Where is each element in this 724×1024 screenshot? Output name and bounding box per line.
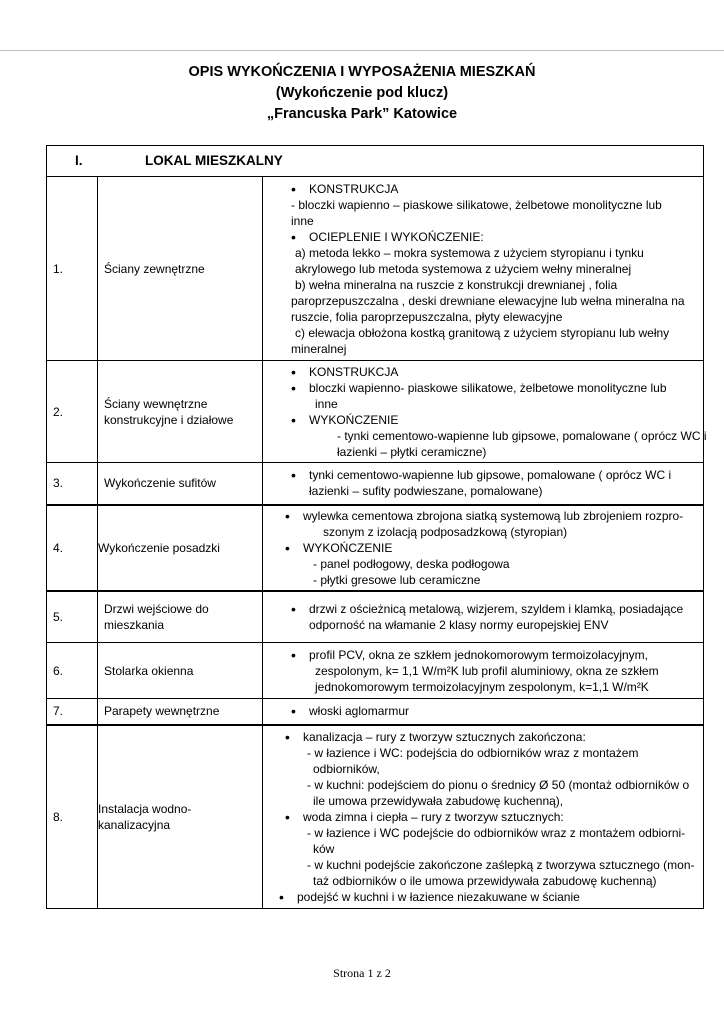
row-description bbox=[263, 643, 704, 699]
bullet-item: • profil PCV, okna ze szkłem jednokomorowym termoizolacyjnym, bbox=[291, 647, 697, 663]
row-name: Wykończenie sufitów bbox=[98, 463, 263, 505]
row-number: 6. bbox=[47, 643, 98, 699]
row-name-line: Ściany wewnętrzne bbox=[104, 396, 208, 411]
row-description bbox=[263, 361, 707, 463]
title-line-1: OPIS WYKOŃCZENIA I WYPOSAŻENIA MIESZKAŃ bbox=[188, 64, 536, 80]
row-description bbox=[263, 463, 704, 505]
bullet-item: • podejść w kuchni i w łazience niezakuwane w ścianie bbox=[279, 889, 697, 905]
bullet-item: • tynki cementowo-wapienne lub gipsowe, pomalowane ( oprócz WC i bbox=[291, 467, 697, 483]
row-number: 2. bbox=[47, 361, 98, 463]
description-line: zespolonym, k= 1,1 W/m²K lub profil aluminiowy, okna ze szkłem bbox=[315, 663, 659, 678]
row-description bbox=[263, 505, 704, 591]
row-name-line: konstrukcyjne i działowe bbox=[104, 412, 234, 427]
description-line: inne bbox=[291, 213, 314, 228]
row-number: 8. bbox=[47, 725, 98, 909]
table-row bbox=[47, 591, 704, 643]
title-line-3: „Francuska Park” Katowice bbox=[266, 106, 458, 122]
row-name-line: Drzwi wejściowe do bbox=[104, 601, 209, 616]
row-description bbox=[263, 699, 704, 725]
description-line: taż odbiorników o ile umowa przewidywała zabudowę kuchenną) bbox=[313, 873, 657, 888]
description-line: łazienki – sufity podwieszane, pomalowane) bbox=[309, 484, 543, 499]
bullet-item: • KONSTRUKCJA bbox=[291, 364, 697, 380]
bullet-item: • drzwi z ościeżnicą metalową, wizjerem, szyldem i klamką, posiadające bbox=[291, 601, 697, 617]
bullet-item: • włoski aglomarmur bbox=[291, 703, 697, 719]
section-header-row bbox=[47, 146, 704, 177]
description-line: - w łazience i WC podejście do odbiorników wraz z montażem odbiorni- bbox=[307, 825, 686, 840]
section-number: I. bbox=[75, 153, 83, 168]
row-name-line: mieszkania bbox=[104, 617, 165, 632]
description-line: odporność na włamanie 2 klasy normy europejskiej ENV bbox=[309, 617, 609, 632]
bullet-item: • woda zimna i ciepła – rury z tworzyw sztucznych: bbox=[285, 809, 697, 825]
bullet-item: • WYKOŃCZENIE bbox=[285, 540, 697, 556]
row-number: 4. bbox=[47, 505, 98, 591]
row-name-line: Instalacja wodno- bbox=[98, 801, 192, 816]
table-row bbox=[47, 643, 704, 699]
row-number: 7. bbox=[47, 699, 98, 725]
description-line: - w kuchni podejście zakończone zaślepką z tworzywa sztucznego (mon- bbox=[307, 857, 695, 872]
bullet-item: • OCIEPLENIE I WYKOŃCZENIE: bbox=[291, 229, 697, 245]
bullet-item: • kanalizacja – rury z tworzyw sztucznych zakończona: bbox=[285, 729, 697, 745]
row-name: Parapety wewnętrzne bbox=[98, 699, 263, 725]
description-line: - panel podłogowy, deska podłogowa bbox=[313, 556, 510, 571]
table-row bbox=[47, 463, 704, 505]
row-name: Wykończenie posadzki bbox=[98, 505, 263, 591]
bullet-item: • WYKOŃCZENIE bbox=[291, 412, 697, 428]
description-line: ruszcie, folia paroprzepuszczalna, płyty elewacyjne bbox=[291, 309, 563, 324]
row-name bbox=[98, 591, 263, 643]
title-line-2: (Wykończenie pod klucz) bbox=[275, 85, 449, 101]
row-description bbox=[263, 591, 704, 643]
table-row bbox=[47, 699, 704, 725]
description-line: odbiorników, bbox=[313, 761, 380, 776]
row-name: Ściany zewnętrzne bbox=[98, 177, 263, 361]
description-line: inne bbox=[315, 396, 338, 411]
description-line: akrylowego lub metoda systemowa z użyciem wełny mineralnej bbox=[295, 261, 632, 276]
description-line: ków bbox=[313, 841, 335, 856]
page-footer: Strona 1 z 2 bbox=[333, 966, 391, 980]
row-name bbox=[98, 361, 263, 463]
description-line: b) wełna mineralna na ruszcie z konstrukcji drewnianej , folia bbox=[295, 277, 618, 292]
section-title: LOKAL MIESZKALNY bbox=[145, 153, 283, 168]
document-title bbox=[0, 62, 724, 125]
row-name-line: kanalizacyjna bbox=[98, 817, 171, 832]
description-line: - w łazience i WC: podejścia do odbiorników wraz z montażem bbox=[307, 745, 639, 760]
row-number: 5. bbox=[47, 591, 98, 643]
description-line: mineralnej bbox=[291, 341, 347, 356]
description-line: - płytki gresowe lub ceramiczne bbox=[313, 572, 481, 587]
description-line: - w kuchni: podejściem do pionu o średnicy Ø 50 (montaż odbiorników o bbox=[307, 777, 690, 792]
table-row bbox=[47, 177, 704, 361]
table-row bbox=[47, 725, 704, 909]
bullet-item: • bloczki wapienno- piaskowe silikatowe, żelbetowe monolityczne lub bbox=[291, 380, 697, 396]
row-number: 3. bbox=[47, 463, 98, 505]
table-row bbox=[47, 505, 704, 591]
bullet-item: • wylewka cementowa zbrojona siatką systemową lub zbrojeniem rozpro- bbox=[285, 508, 697, 524]
description-line: łazienki – płytki ceramiczne) bbox=[337, 444, 487, 459]
table-row bbox=[47, 361, 704, 463]
row-name bbox=[98, 725, 263, 909]
description-line: jednokomorowym termoizolacyjnym zespolonym, k=1,1 W/m²K bbox=[315, 679, 649, 694]
description-line: - bloczki wapienno – piaskowe silikatowe, żelbetowe monolityczne lub bbox=[291, 197, 662, 212]
row-description bbox=[263, 725, 704, 909]
specification-table bbox=[46, 145, 707, 909]
page-top-rule bbox=[0, 50, 724, 51]
description-line: paroprzepuszczalna , deski drewniane elewacyjne lub wełna mineralna na bbox=[291, 293, 685, 308]
row-number: 1. bbox=[47, 177, 98, 361]
description-line: c) elewacja obłożona kostką granitową z użyciem styropianu lub wełny bbox=[295, 325, 670, 340]
description-line: - tynki cementowo-wapienne lub gipsowe, pomalowane ( oprócz WC i bbox=[337, 428, 707, 443]
description-line: szonym z izolacją podposadzkową (styropian) bbox=[323, 524, 568, 539]
row-description bbox=[263, 177, 704, 361]
description-line: ile umowa przewidywała zabudowę kuchenną), bbox=[313, 793, 564, 808]
row-name: Stolarka okienna bbox=[98, 643, 263, 699]
description-line: a) metoda lekko – mokra systemowa z użyciem styropianu i tynku bbox=[295, 245, 644, 260]
bullet-item: • KONSTRUKCJA bbox=[291, 181, 697, 197]
